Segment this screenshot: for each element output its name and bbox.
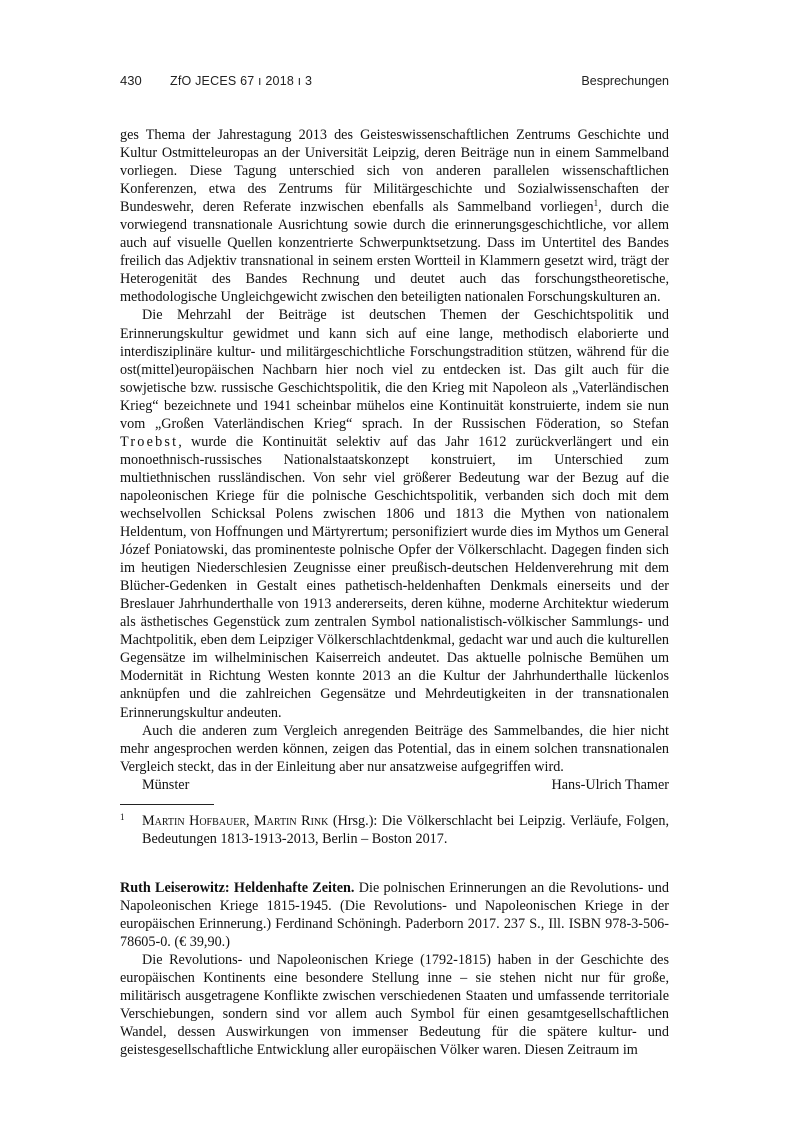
review1-p1-text: ges Thema der Jahrestagung 2013 des Geisteswissenschaftlichen Zentrums Geschichte und Kultur Ostmitteleuropas an der Universität Leipzig, deren Beiträge nun in einem Sammelband vorliegen. Diese Tagung unterschied sich von anderen parallelen wissenschaftlichen Konferenzen, etwa des Zentrums für Militärgeschichte und Sozialwissenschaften der Bundeswehr, deren Referate inzwischen ebenfalls als Sammelband vorliegen [120, 127, 669, 216]
review1-paragraph-2 [120, 306, 669, 721]
cited-author: Troebst [120, 433, 179, 450]
review1-paragraph-3: Auch die anderen zum Vergleich anregenden Beiträge des Sammelbandes, die hier nicht mehr angesprochen werden können, zeigen das Potential, das in einem solchen transnationalen Vergleich steckt, das in der Einleitung aber nur ansatzweise aufgegriffen wird. [120, 722, 669, 775]
footnote-divider [120, 804, 214, 805]
review1-paragraph-1 [120, 126, 669, 306]
footnote-authors: Martin Hofbauer, Martin Rink [142, 812, 329, 829]
review1-p2-start: Die Mehrzahl der Beiträge ist deutschen Themen der Geschichtspolitik und Erinnerungskultur gewidmet und kann sich auf eine lange, methodisch elaborierte und interdisziplinäre kultur- und militärgeschichtliche Forschungstradition stützen, während für die ost(mittel)europäischen Nachbarn hier noch viel zu entdecken ist. Das gilt auch für die sowjetische bzw. russische Geschichtspolitik, die den Krieg mit Napoleon als „Vaterländischen Krieg“ bezeichnete und 1941 scheinbar mühelos eine Kontinuität konstruierte, indem sie nun vom „Großen Vaterländischen Krieg“ sprach. In der Russischen Föderation, so Stefan [120, 307, 669, 432]
reviewer-name: Hans-Ulrich Thamer [551, 776, 669, 793]
review-signature [120, 776, 669, 794]
review2-headline: Ruth Leiserowitz: Heldenhafte Zeiten. [120, 879, 355, 896]
section-title: Besprechungen [581, 74, 669, 88]
footnote-1 [120, 812, 669, 849]
article-body [120, 126, 669, 1059]
review-place: Münster [142, 776, 190, 793]
review2-bibliography [120, 879, 669, 951]
review-2 [120, 879, 669, 1059]
running-header [120, 73, 669, 93]
review2-paragraph-1: Die Revolutions- und Napoleonischen Kriege (1792-1815) haben in der Geschichte des europäischen Kontinents eine besondere Stellung inne – sie stehen nicht nur für große, militärisch ausgetragene Konflikte zwischen verschiedenen Staaten und umfassende territoriale Verschiebungen, sondern sind vor allem auch Symbol für einen gesamtgesellschaftlichen Wandel, dessen Auswirkungen von immenser Bedeutung für die spätere kultur- und geistesgesellschaftliche Entwicklung aller europäischen Völker waren. Diesen Zeitraum im [120, 951, 669, 1059]
footnote-text: (Hrsg.): Die Völkerschlacht bei Leipzig. Verläufe, Folgen, Bedeutungen 1813-1913-2013, Berlin – Boston 2017. [142, 812, 669, 848]
review1-p1-end: , durch die vorwiegend transnationale Ausrichtung sowie durch die erinnerungsgeschichtliche, vor allem auch auf visuelle Quellen konzentrierte Schwerpunktsetzung. Dass im Untertitel des Bandes freilich das Adjektiv transnational in seinem ersten Wortteil in Klammern gesetzt wird, trägt der Heterogenität des Bandes Rechnung und deutet auch das forschungstheoretische, methodologische Ungleichgewicht zwischen den beteiligten nationalen Forschungskulturen an. [120, 199, 669, 306]
journal-title: ZfO JECES 67 ı 2018 ı 3 [170, 74, 313, 88]
review2-biblio-details: Die polnischen Erinnerungen an die Revolutions- und Napoleonischen Kriege 1815-1945. (Die Revolutions- und Napoleonischen Kriege in der europäischen Erinnerung.) Ferdinand Schöningh. Paderborn 2017. 237 S., Ill. ISBN 978-3-506-78605-0. (€ 39,90.) [120, 879, 669, 950]
page-number: 430 [120, 73, 142, 88]
footnote-mark: 1 [120, 811, 125, 822]
footnote-reference[interactable]: 1 [593, 198, 599, 209]
review1-p2-end: , wurde die Kontinuität selektiv auf das Jahr 1612 zurückverlängert und ein monoethnisch-russisches Nationalstaatskonzept konstruiert, im Unterschied zum multiethnischen russländischen. Von sehr viel größerer Bedeutung war der Bezug auf die napoleonischen Kriege für die polnische Geschichtspolitik, verbanden sich doch mit dem wechselvollen Schicksal Polens zwischen 1806 und 1813 die Mythen von nationalem Heldentum, von Hoffnungen und Märtyrertum; personifiziert wurde dies im Mythos um General Józef Poniatowski, das prominenteste polnische Opfer der Völkerschlacht. Dagegen finden sich im heutigen Niederschlesien Zeugnisse einer preußisch-deutschen Heldenverehrung mit dem Blücher-Gedenken in Gestalt eines pathetisch-heldenhaften Denkmals einerseits und der Breslauer Jahrhunderthalle von 1913 andererseits, deren kühne, moderne Architektur wiederum als ästhetisches Gegenstück zum zentralen Symbol nationalistisch-völkischer Sammlungs- und Machtpolitik, eben dem Leipziger Völkerschlachtdenkmal, gedacht war und auch die kulturellen Gegensätze im wilhelminischen Kaiserreich andeutet. Das aktuelle polnische Bemühen um Modernität in Richtung Westen konnte 2013 an die Kultur der Jahrhunderthalle lückenlos anknüpfen und die zahlreichen Gegensätze und Mehrdeutigkeiten in der transnationalen Erinnerungskultur andeuten. [120, 433, 669, 721]
